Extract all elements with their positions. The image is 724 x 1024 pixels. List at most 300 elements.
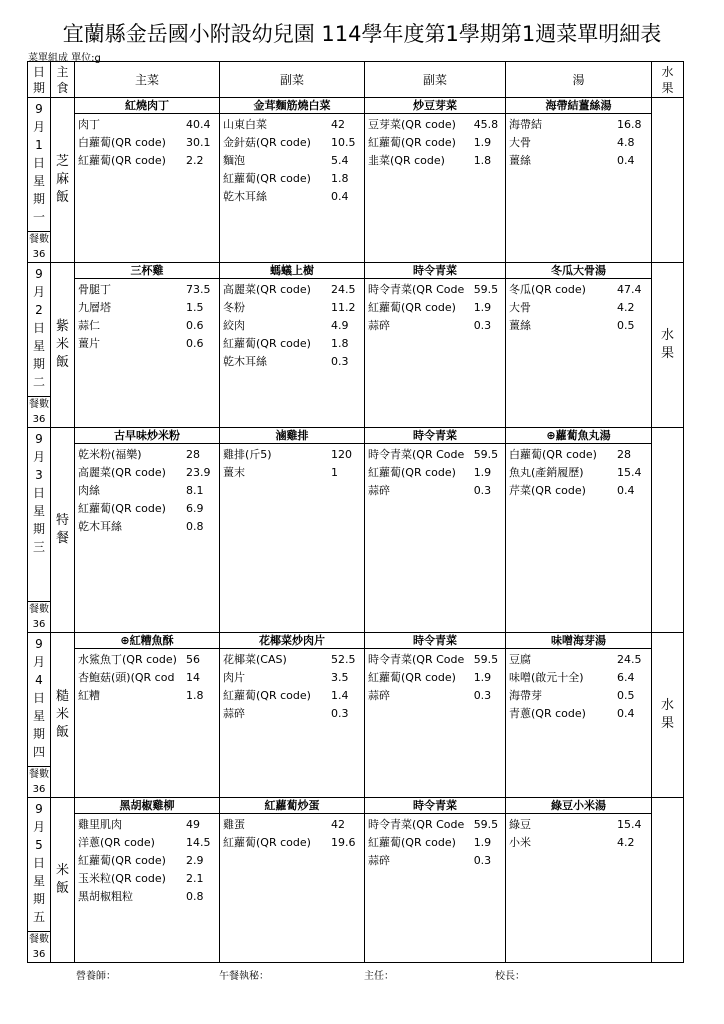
ingredient-quantity: 0.4 xyxy=(617,484,635,497)
header-staple: 主 食 xyxy=(51,62,75,98)
ingredient-quantity: 1.4 xyxy=(331,689,349,702)
header-row xyxy=(28,62,684,98)
ingredient-quantity: 0.8 xyxy=(186,520,204,533)
side-dish-1-name: 滷雞排 xyxy=(220,428,364,444)
ingredient-row xyxy=(368,669,505,687)
date-stack xyxy=(28,633,50,761)
ingredient-row xyxy=(223,353,364,371)
ingredient-list xyxy=(506,279,651,335)
ingredient-quantity: 49 xyxy=(186,818,200,831)
ingredient-name: 薑片 xyxy=(78,337,100,350)
meal-count xyxy=(28,931,50,962)
ingredient-quantity: 0.3 xyxy=(331,707,349,720)
header-fruit: 水 果 xyxy=(652,62,684,98)
ingredient-name: 青蔥(QR code) xyxy=(509,707,586,720)
fruit-cell xyxy=(652,98,684,263)
ingredient-list xyxy=(220,649,364,723)
date-day-char: 日 xyxy=(32,321,45,335)
date-day: 3 xyxy=(35,468,43,482)
soup-cell xyxy=(506,428,652,633)
ingredient-quantity: 0.6 xyxy=(186,319,204,332)
ingredient-row xyxy=(223,446,364,464)
ingredient-row xyxy=(223,152,364,170)
ingredient-name: 紅蘿蔔(QR code) xyxy=(368,671,456,684)
ingredient-row xyxy=(78,852,219,870)
date-stack xyxy=(28,428,50,556)
ingredient-quantity: 59.5 xyxy=(473,653,499,666)
ingredient-name: 蒜碎 xyxy=(368,689,390,702)
date-week1: 星 xyxy=(32,174,45,188)
ingredient-name: 肉丁 xyxy=(78,118,100,131)
ingredient-row xyxy=(509,446,651,464)
ingredient-name: 肉絲 xyxy=(78,484,100,497)
date-cell xyxy=(28,428,51,633)
ingredient-name: 蒜碎 xyxy=(368,484,390,497)
ingredient-name: 白蘿蔔(QR code) xyxy=(78,136,166,149)
staple-cell xyxy=(51,98,75,263)
ingredient-name: 乾米粉(福樂) xyxy=(78,448,142,461)
soup-name: 味噌海芽湯 xyxy=(506,633,651,649)
ingredient-quantity: 1.9 xyxy=(473,136,492,149)
ingredient-name: 骨腿丁 xyxy=(78,283,111,296)
ingredient-quantity: 19.6 xyxy=(331,836,356,849)
ingredient-name: 蒜碎 xyxy=(368,854,390,867)
ingredient-quantity: 73.5 xyxy=(186,283,211,296)
date-weekday: 二 xyxy=(32,375,45,389)
date-month: 9 xyxy=(35,637,43,651)
main-dish-cell xyxy=(75,98,220,263)
side-dish-2-name: 時令青菜 xyxy=(365,798,505,814)
ingredient-row xyxy=(223,116,364,134)
ingredient-quantity: 4.2 xyxy=(617,301,635,314)
ingredient-quantity: 47.4 xyxy=(617,283,642,296)
ingredient-name: 紅蘿蔔(QR code) xyxy=(223,172,311,185)
ingredient-row xyxy=(78,446,219,464)
side-dish-2-cell xyxy=(365,633,506,798)
ingredient-row xyxy=(78,500,219,518)
ingredient-row xyxy=(223,705,364,723)
ingredient-name: 紅蘿蔔(QR code) xyxy=(223,689,311,702)
staple-text: 糙 米 飯 xyxy=(55,689,69,740)
ingredient-row xyxy=(368,152,505,170)
soup-cell xyxy=(506,98,652,263)
ingredient-name: 杏鮑菇(頭)(QR cod xyxy=(78,671,175,684)
ingredient-row xyxy=(368,116,505,134)
ingredient-row xyxy=(509,134,651,152)
ingredient-quantity: 52.5 xyxy=(331,653,356,666)
date-day-char: 日 xyxy=(32,856,45,870)
ingredient-quantity: 0.6 xyxy=(186,337,204,350)
ingredient-quantity: 15.4 xyxy=(617,466,642,479)
ingredient-row xyxy=(78,299,219,317)
ingredient-quantity: 1.8 xyxy=(186,689,204,702)
ingredient-name: 高麗菜(QR code) xyxy=(223,283,311,296)
staple-cell xyxy=(51,633,75,798)
side-dish-1-cell xyxy=(220,798,365,963)
ingredient-quantity: 8.1 xyxy=(186,484,204,497)
ingredient-row xyxy=(78,888,219,906)
ingredient-row xyxy=(368,852,505,870)
ingredient-list xyxy=(506,114,651,170)
fruit-cell xyxy=(652,428,684,633)
side-dish-2-cell xyxy=(365,98,506,263)
header-soup: 湯 xyxy=(506,62,652,98)
ingredient-row xyxy=(223,651,364,669)
date-month: 9 xyxy=(35,102,43,116)
ingredient-row xyxy=(223,317,364,335)
ingredient-name: 花椰菜(CAS) xyxy=(223,653,287,666)
date-month: 9 xyxy=(35,802,43,816)
ingredient-quantity: 42 xyxy=(331,818,345,831)
ingredient-list xyxy=(365,279,505,335)
ingredient-name: 味噌(啟元十全) xyxy=(509,671,584,684)
date-month-char: 月 xyxy=(32,655,45,669)
ingredient-name: 冬瓜(QR code) xyxy=(509,283,586,296)
ingredient-row xyxy=(509,669,651,687)
date-day: 1 xyxy=(35,138,43,152)
ingredient-row xyxy=(223,170,364,188)
ingredient-list xyxy=(75,649,219,705)
main-dish-cell xyxy=(75,428,220,633)
fruit-cell xyxy=(652,798,684,963)
ingredient-name: 蒜仁 xyxy=(78,319,100,332)
page-title: 宜蘭縣金岳國小附設幼兒園 114學年度第1學期第1週菜單明細表 xyxy=(62,22,662,46)
ingredient-list xyxy=(75,814,219,906)
ingredient-quantity: 6.9 xyxy=(186,502,204,515)
ingredient-row xyxy=(78,518,219,536)
main-dish-name: 紅燒肉丁 xyxy=(75,98,219,114)
ingredient-quantity: 24.5 xyxy=(331,283,356,296)
ingredient-row xyxy=(509,116,651,134)
date-week1: 星 xyxy=(32,339,45,353)
ingredient-quantity: 0.3 xyxy=(473,854,492,867)
date-week1: 星 xyxy=(32,874,45,888)
ingredient-name: 黑胡椒粗粒 xyxy=(78,890,133,903)
day-row xyxy=(28,98,684,263)
date-cell xyxy=(28,263,51,428)
ingredient-list xyxy=(220,444,364,482)
ingredient-quantity: 0.3 xyxy=(473,484,492,497)
ingredient-name: 大骨 xyxy=(509,136,531,149)
soup-cell xyxy=(506,263,652,428)
date-weekday: 五 xyxy=(32,910,45,924)
fruit-cell xyxy=(652,263,684,428)
ingredient-quantity: 0.4 xyxy=(617,154,635,167)
ingredient-row xyxy=(223,134,364,152)
soup-name: ⊕蘿蔔魚丸湯 xyxy=(506,428,651,444)
date-day: 2 xyxy=(35,303,43,317)
ingredient-quantity: 0.4 xyxy=(331,190,349,203)
staple-text: 米 飯 xyxy=(55,863,69,896)
staple-text: 芝 麻 飯 xyxy=(55,154,69,205)
date-week2: 期 xyxy=(32,892,45,906)
ingredient-name: 高麗菜(QR code) xyxy=(78,466,166,479)
ingredient-row xyxy=(223,816,364,834)
ingredient-quantity: 11.2 xyxy=(331,301,356,314)
main-dish-name: 黑胡椒雞柳 xyxy=(75,798,219,814)
count-label: 餐數 xyxy=(29,399,49,410)
ingredient-quantity: 1.9 xyxy=(473,301,492,314)
ingredient-row xyxy=(223,281,364,299)
ingredient-row xyxy=(368,317,505,335)
ingredient-name: 魚丸(產銷履歷) xyxy=(509,466,584,479)
ingredient-name: 海帶芽 xyxy=(509,689,542,702)
ingredient-quantity: 2.9 xyxy=(186,854,204,867)
ingredient-row xyxy=(509,687,651,705)
date-month: 9 xyxy=(35,267,43,281)
meal-count xyxy=(28,231,50,262)
ingredient-name: 九層塔 xyxy=(78,301,111,314)
ingredient-list xyxy=(220,279,364,371)
principal-signature: 校長： xyxy=(495,971,525,982)
count-value: 36 xyxy=(32,784,46,795)
side-dish-1-cell xyxy=(220,428,365,633)
date-month-char: 月 xyxy=(32,285,45,299)
ingredient-name: 時令青菜(QR Code xyxy=(368,448,465,461)
date-stack xyxy=(28,263,50,391)
ingredient-name: 豆芽菜(QR code) xyxy=(368,118,456,131)
ingredient-row xyxy=(223,669,364,687)
ingredient-name: 薑絲 xyxy=(509,319,531,332)
ingredient-quantity: 14.5 xyxy=(186,836,211,849)
ingredient-name: 豆腐 xyxy=(509,653,531,666)
ingredient-name: 洋蔥(QR code) xyxy=(78,836,155,849)
ingredient-name: 冬粉 xyxy=(223,301,245,314)
side-dish-1-name: 金茸麵筋燒白菜 xyxy=(220,98,364,114)
ingredient-name: 雞蛋 xyxy=(223,818,245,831)
date-cell xyxy=(28,798,51,963)
ingredient-name: 紅蘿蔔(QR code) xyxy=(78,854,166,867)
date-cell xyxy=(28,633,51,798)
count-label: 餐數 xyxy=(29,604,49,615)
ingredient-name: 韭菜(QR code) xyxy=(368,154,445,167)
header-side2: 副菜 xyxy=(365,62,506,98)
ingredient-quantity: 0.4 xyxy=(617,707,635,720)
ingredient-row xyxy=(78,152,219,170)
ingredient-row xyxy=(78,651,219,669)
ingredient-quantity: 23.9 xyxy=(186,466,211,479)
ingredient-quantity: 2.1 xyxy=(186,872,204,885)
ingredient-row xyxy=(223,687,364,705)
ingredient-name: 時令青菜(QR Code xyxy=(368,283,465,296)
date-cell xyxy=(28,98,51,263)
date-stack xyxy=(28,798,50,926)
ingredient-quantity: 30.1 xyxy=(186,136,211,149)
ingredient-name: 紅蘿蔔(QR code) xyxy=(368,301,456,314)
ingredient-quantity: 42 xyxy=(331,118,345,131)
ingredient-quantity: 120 xyxy=(331,448,352,461)
fruit-text: 水 果 xyxy=(660,698,674,731)
date-week1: 星 xyxy=(32,709,45,723)
ingredient-name: 小米 xyxy=(509,836,531,849)
ingredient-quantity: 1.9 xyxy=(473,671,492,684)
ingredient-list xyxy=(506,444,651,500)
ingredient-name: 白蘿蔔(QR code) xyxy=(509,448,597,461)
ingredient-name: 紅蘿蔔(QR code) xyxy=(368,136,456,149)
date-weekday: 四 xyxy=(32,745,45,759)
ingredient-row xyxy=(368,482,505,500)
ingredient-row xyxy=(368,299,505,317)
ingredient-name: 薑末 xyxy=(223,466,245,479)
ingredient-name: 雞里肌肉 xyxy=(78,818,122,831)
ingredient-name: 乾木耳絲 xyxy=(223,190,267,203)
ingredient-row xyxy=(368,446,505,464)
main-dish-cell xyxy=(75,633,220,798)
ingredient-quantity: 3.5 xyxy=(331,671,349,684)
ingredient-list xyxy=(220,114,364,206)
count-label: 餐數 xyxy=(29,769,49,780)
ingredient-row xyxy=(368,464,505,482)
ingredient-quantity: 1.9 xyxy=(473,466,492,479)
day-row xyxy=(28,633,684,798)
ingredient-name: 水鯊魚丁(QR code) xyxy=(78,653,177,666)
ingredient-name: 時令青菜(QR Code xyxy=(368,818,465,831)
ingredient-row xyxy=(509,816,651,834)
ingredient-quantity: 1.5 xyxy=(186,301,204,314)
side-dish-1-cell xyxy=(220,98,365,263)
ingredient-row xyxy=(368,281,505,299)
ingredient-quantity: 45.8 xyxy=(473,118,499,131)
ingredient-row xyxy=(368,134,505,152)
ingredient-row xyxy=(78,134,219,152)
date-stack xyxy=(28,98,50,226)
side-dish-2-name: 時令青菜 xyxy=(365,263,505,279)
ingredient-row xyxy=(509,281,651,299)
ingredient-quantity: 4.9 xyxy=(331,319,349,332)
ingredient-quantity: 0.5 xyxy=(617,319,635,332)
ingredient-quantity: 0.3 xyxy=(473,689,492,702)
ingredient-name: 紅糟 xyxy=(78,689,100,702)
ingredient-name: 乾木耳絲 xyxy=(223,355,267,368)
ingredient-quantity: 6.4 xyxy=(617,671,635,684)
side-dish-2-name: 炒豆芽菜 xyxy=(365,98,505,114)
ingredient-quantity: 56 xyxy=(186,653,200,666)
ingredient-row xyxy=(78,482,219,500)
ingredient-quantity: 14 xyxy=(186,671,200,684)
ingredient-quantity: 0.3 xyxy=(331,355,349,368)
secretary-signature: 午餐執秘： xyxy=(219,971,269,982)
ingredient-quantity: 0.5 xyxy=(617,689,635,702)
meal-count xyxy=(28,601,50,632)
ingredient-name: 雞排(斤5) xyxy=(223,448,272,461)
soup-name: 冬瓜大骨湯 xyxy=(506,263,651,279)
meal-count xyxy=(28,396,50,427)
ingredient-name: 紅蘿蔔(QR code) xyxy=(78,154,166,167)
ingredient-name: 肉片 xyxy=(223,671,245,684)
side-dish-2-cell xyxy=(365,263,506,428)
side-dish-1-cell xyxy=(220,633,365,798)
date-day-char: 日 xyxy=(32,156,45,170)
ingredient-list xyxy=(365,114,505,170)
staple-cell xyxy=(51,428,75,633)
count-value: 36 xyxy=(32,949,46,960)
ingredient-quantity: 0.3 xyxy=(473,319,492,332)
ingredient-row xyxy=(78,335,219,353)
ingredient-name: 紅蘿蔔(QR code) xyxy=(78,502,166,515)
ingredient-quantity: 4.2 xyxy=(617,836,635,849)
ingredient-name: 絞肉 xyxy=(223,319,245,332)
date-week2: 期 xyxy=(32,192,45,206)
ingredient-quantity: 1.8 xyxy=(473,154,492,167)
ingredient-list xyxy=(365,814,505,870)
unit-note: 菜單組成 單位:g xyxy=(28,53,101,64)
ingredient-row xyxy=(509,834,651,852)
ingredient-list xyxy=(365,649,505,705)
ingredient-list xyxy=(365,444,505,500)
ingredient-row xyxy=(78,281,219,299)
ingredient-quantity: 28 xyxy=(186,448,200,461)
ingredient-name: 金針菇(QR code) xyxy=(223,136,311,149)
ingredient-quantity: 16.8 xyxy=(617,118,642,131)
ingredient-name: 芹菜(QR code) xyxy=(509,484,586,497)
header-date: 日 期 xyxy=(28,62,51,98)
date-week1: 星 xyxy=(32,504,45,518)
ingredient-quantity: 28 xyxy=(617,448,631,461)
ingredient-quantity: 15.4 xyxy=(617,818,642,831)
date-day: 4 xyxy=(35,673,43,687)
director-signature: 主任： xyxy=(364,971,394,982)
date-week2: 期 xyxy=(32,357,45,371)
ingredient-name: 海帶結 xyxy=(509,118,542,131)
staple-cell xyxy=(51,263,75,428)
count-label: 餐數 xyxy=(29,934,49,945)
date-month-char: 月 xyxy=(32,820,45,834)
ingredient-quantity: 2.2 xyxy=(186,154,204,167)
ingredient-row xyxy=(78,464,219,482)
side-dish-2-cell xyxy=(365,428,506,633)
main-dish-name: ⊕紅糟魚酥 xyxy=(75,633,219,649)
ingredient-row xyxy=(368,834,505,852)
ingredient-name: 大骨 xyxy=(509,301,531,314)
ingredient-row xyxy=(78,816,219,834)
ingredient-row xyxy=(509,464,651,482)
ingredient-list xyxy=(75,279,219,353)
day-row xyxy=(28,263,684,428)
ingredient-name: 時令青菜(QR Code xyxy=(368,653,465,666)
date-week2: 期 xyxy=(32,727,45,741)
ingredient-row xyxy=(223,464,364,482)
side-dish-1-name: 花椰菜炒肉片 xyxy=(220,633,364,649)
ingredient-name: 紅蘿蔔(QR code) xyxy=(223,836,311,849)
ingredient-name: 玉米粒(QR code) xyxy=(78,872,166,885)
side-dish-1-name: 紅蘿蔔炒蛋 xyxy=(220,798,364,814)
ingredient-quantity: 4.8 xyxy=(617,136,635,149)
count-value: 36 xyxy=(32,249,46,260)
ingredient-quantity: 59.5 xyxy=(473,283,499,296)
ingredient-list xyxy=(220,814,364,852)
main-dish-cell xyxy=(75,798,220,963)
ingredient-row xyxy=(223,188,364,206)
meal-count xyxy=(28,766,50,797)
ingredient-row xyxy=(78,687,219,705)
soup-name: 綠豆小米湯 xyxy=(506,798,651,814)
ingredient-name: 蒜碎 xyxy=(223,707,245,720)
ingredient-quantity: 40.4 xyxy=(186,118,211,131)
ingredient-name: 紅蘿蔔(QR code) xyxy=(368,836,456,849)
ingredient-list xyxy=(75,444,219,536)
date-day-char: 日 xyxy=(32,486,45,500)
header-main: 主菜 xyxy=(75,62,220,98)
date-weekday: 三 xyxy=(32,540,45,554)
ingredient-quantity: 10.5 xyxy=(331,136,356,149)
ingredient-name: 綠豆 xyxy=(509,818,531,831)
staple-cell xyxy=(51,798,75,963)
fruit-text: 水 果 xyxy=(660,328,674,361)
ingredient-quantity: 59.5 xyxy=(473,818,499,831)
ingredient-quantity: 5.4 xyxy=(331,154,349,167)
count-value: 36 xyxy=(32,619,46,630)
ingredient-quantity: 0.8 xyxy=(186,890,204,903)
